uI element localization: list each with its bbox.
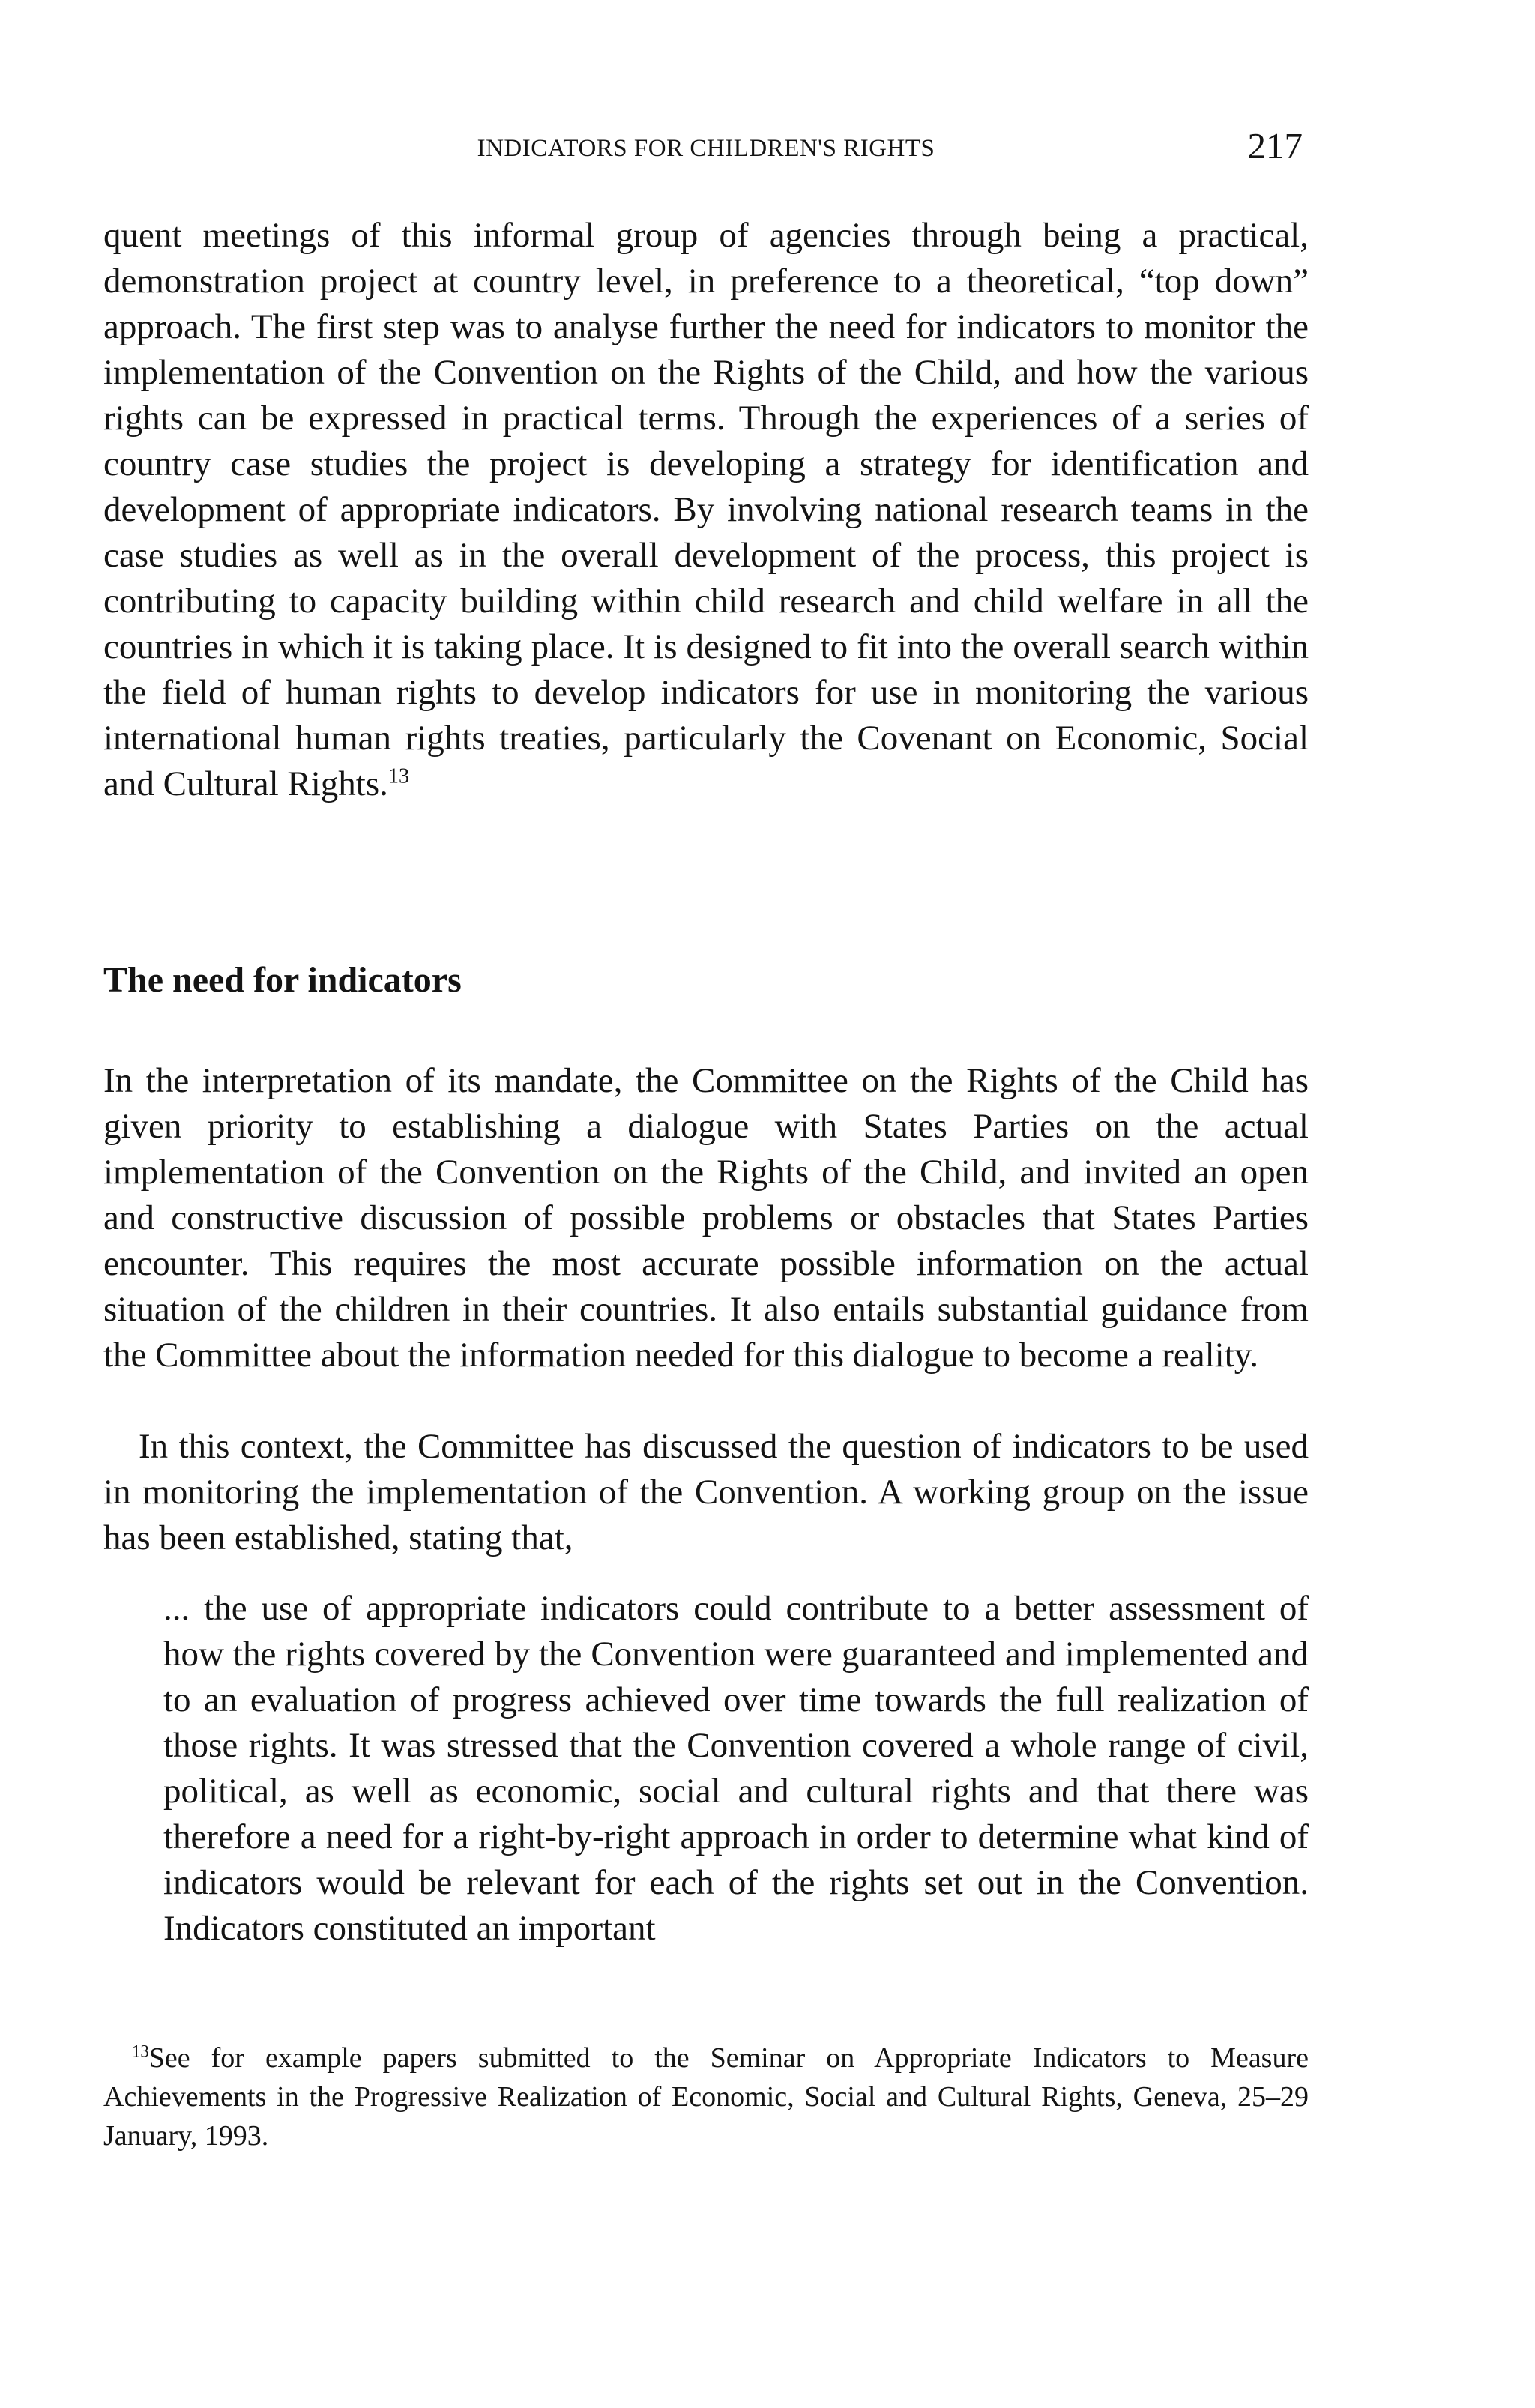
footnote-text: See for example papers submitted to the Seminar on Appropriate Indicators to Measure Achievements in the Progressive Realization of Economic, Social and Cultural Rights, Geneva, 25–29 January, 1993. xyxy=(103,2042,1309,2152)
paragraph-text: quent meetings of this informal group of agencies through being a practical, demonstration project at country level, in preference to a theoretical, “top down” approach. The first step was to analyse further the need for indicators to monitor the implementation of the Convention on the Rights of the Child, and how the various rights can be expressed in practical terms. Through the experiences of a series of country case studies the project is developing a strategy for identification and development of appropriate indicators. By involving national research teams in the case studies as well as in the overall development of the process, this project is contributing to capacity building within child research and child welfare in all the countries in which it is taking place. It is designed to fit into the overall search within the field of human rights to develop indicators for use in monitoring the various international human rights treaties, particularly the Covenant on Economic, Social and Cultural Rights. xyxy=(103,216,1309,803)
block-quote: ... the use of appropriate indicators could contribute to a better assessment of how the rights covered by the Convention were guaranteed and implemented and to an evaluation of progress achieved over time towards the full realization of those rights. It was stressed that the Convention covered a whole range of civil, political, as well as economic, social and cultural rights and that there was therefore a need for a right-by-right approach in order to determine what kind of indicators would be relevant for each of the rights set out in the Convention. Indicators constituted an important xyxy=(163,1589,1309,1948)
footnote-number: 13 xyxy=(132,2042,149,2061)
section-heading: The need for indicators xyxy=(103,960,462,1000)
paragraph-continued xyxy=(103,213,1309,807)
book-page xyxy=(103,0,1309,2408)
paragraph-mandate: In the interpretation of its mandate, the Committee on the Rights of the Child has given priority to establishing a dialogue with States Parties on the actual implementation of the Convention on the Rights of the Child, and invited an open and constructive discussion of possible problems or obstacles that States Parties encounter. This requires the most accurate possible information on the actual situation of the children in their countries. It also entails substantial guidance from the Committee about the information needed for this dialogue to become a reality. xyxy=(103,1061,1309,1375)
page-number: 217 xyxy=(1247,125,1303,166)
running-title: INDICATORS FOR CHILDREN'S RIGHTS xyxy=(477,135,935,162)
footnote xyxy=(103,2039,1309,2155)
running-header xyxy=(103,124,1309,172)
footnote-reference: 13 xyxy=(387,764,410,788)
paragraph-context: In this context, the Committee has discussed the question of indicators to be used in monitoring the implementation of the Convention. A working group on the issue has been established, stating that, xyxy=(103,1427,1309,1557)
